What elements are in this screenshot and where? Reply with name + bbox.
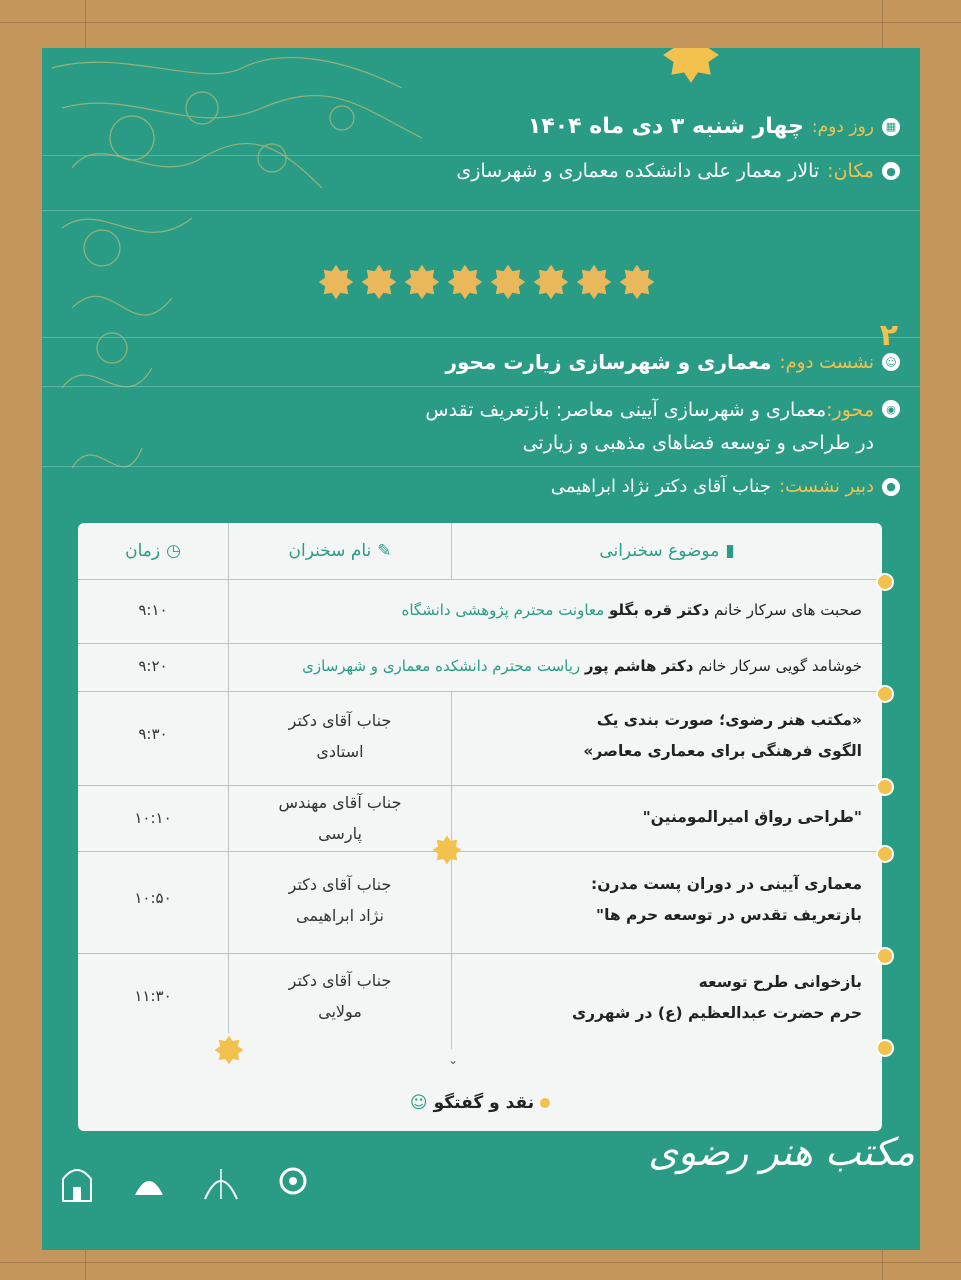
chevron-down-icon: ⌄	[447, 1053, 458, 1067]
bookmark-icon: ▮	[725, 541, 735, 561]
star-ornament	[432, 835, 462, 865]
divider	[42, 210, 920, 211]
day-date: چهار شنبه ۳ دی ماه ۱۴۰۴	[527, 114, 804, 139]
divider	[42, 155, 920, 156]
mosque-logo	[196, 1150, 246, 1205]
pencil-icon: ✎	[377, 541, 392, 561]
star-ornament	[533, 264, 569, 300]
time-cell: ۱۱:۳۰	[134, 987, 172, 1005]
table-row	[78, 643, 882, 692]
secretary-label: دبیر نشست:	[779, 476, 874, 497]
frame-line	[0, 22, 961, 23]
time-cell: ۹:۱۰	[138, 601, 168, 619]
axis-row	[425, 394, 900, 460]
day-label: روز دوم:	[811, 116, 874, 137]
speaker-cell: جناب آقای دکتر مولایی	[288, 971, 392, 1021]
topic-cell: "طراحی رواق امیرالمومنین"	[642, 808, 862, 826]
location-label: مکان:	[827, 160, 874, 182]
topic-cell: «مکتب هنر رضوی؛ صورت بندی یک الگوی فرهنگی برای معماری معاصر»	[583, 711, 862, 760]
schedule-card	[78, 523, 882, 1131]
session-label: نشست دوم:	[779, 351, 874, 373]
speaker-cell: جناب آقای دکتر نژاد ابراهیمی	[288, 875, 392, 925]
timeline-marker	[876, 1039, 894, 1057]
people-icon: ☺	[882, 353, 900, 371]
secretary-value: جناب آقای دکتر نژاد ابراهیمی	[550, 476, 772, 497]
star-ornament	[361, 264, 397, 300]
university-logo	[268, 1150, 318, 1205]
time-cell: ۹:۲۰	[138, 657, 168, 675]
program-panel	[42, 48, 920, 1250]
table-row	[78, 953, 882, 1049]
sponsor-logos	[52, 1150, 318, 1205]
location-pin-icon: ●	[882, 162, 900, 180]
star-ornament	[619, 264, 655, 300]
session-title: معماری و شهرسازی زیارت محور	[445, 350, 772, 374]
eye-icon: ◉	[882, 400, 900, 418]
table-row	[78, 691, 882, 786]
day-row	[528, 114, 900, 139]
secretary-row	[551, 476, 900, 497]
topic-cell: معماری آیینی در دوران پست مدرن: بازتعریف تقدس در توسعه حرم ها"	[591, 875, 862, 924]
frame-line	[0, 1262, 961, 1263]
star-ornament	[576, 264, 612, 300]
column-separator	[451, 523, 452, 579]
star-ornament	[447, 264, 483, 300]
star-ornament	[214, 1035, 244, 1065]
axis-line-1	[425, 394, 874, 427]
people-icon: ☺	[409, 1093, 428, 1113]
time-cell: ۹:۳۰	[138, 725, 168, 743]
time-cell: ۱۰:۵۰	[134, 889, 172, 907]
table-row	[78, 785, 882, 852]
star-ornament	[662, 48, 720, 84]
speaker-cell: جناب آقای دکتر استادی	[288, 711, 392, 761]
location-row	[456, 160, 900, 182]
session-row	[446, 350, 901, 374]
intro-text: صحبت های سرکار خانم دکتر قره بگلو معاونت محترم پژوهشی دانشگاه	[401, 601, 862, 619]
divider	[42, 386, 920, 387]
dome-logo	[124, 1150, 174, 1205]
clock-icon: ◷	[166, 541, 181, 561]
brand-logo: مکتب هنر رضوی	[648, 1130, 915, 1174]
timeline-marker	[876, 845, 894, 863]
time-cell: ۱۰:۱۰	[134, 809, 172, 827]
closing-row	[78, 1093, 882, 1113]
session-number: ۲	[879, 318, 898, 353]
divider	[42, 466, 920, 467]
header-topic: ▮ موضوع سخنرانی	[599, 541, 735, 561]
calendar-icon: ▦	[882, 118, 900, 136]
axis-line-1-text: معماری و شهرسازی آیینی معاصر: بازتعریف تقدس	[425, 399, 827, 421]
user-icon: ●	[882, 478, 900, 496]
location-value: تالار معمار علی دانشکده معماری و شهرسازی	[456, 160, 820, 182]
intro-text: خوشامد گویی سرکار خانم دکتر هاشم پور ریاست محترم دانشکده معماری و شهرسازی	[302, 657, 862, 675]
table-header	[78, 523, 882, 580]
dot-icon	[540, 1098, 550, 1108]
header-speaker: ✎ نام سخنران	[288, 541, 392, 561]
header-time: ◷ زمان	[125, 541, 181, 561]
timeline-marker	[876, 573, 894, 591]
closing-text: نقد و گفتگو	[433, 1093, 535, 1113]
timeline-marker	[876, 685, 894, 703]
star-ornament	[404, 264, 440, 300]
topic-cell: بازخوانی طرح توسعه حرم حضرت عبدالعظیم (ع) در شهرری	[571, 973, 862, 1022]
axis-label: محور:	[826, 399, 874, 421]
table-row	[78, 851, 882, 954]
divider	[42, 337, 920, 338]
star-row	[318, 264, 655, 300]
table-row	[78, 579, 882, 644]
timeline-marker	[876, 778, 894, 796]
star-ornament	[490, 264, 526, 300]
star-ornament	[318, 264, 354, 300]
shrine-logo	[52, 1150, 102, 1205]
timeline-marker	[876, 947, 894, 965]
speaker-cell: جناب آقای مهندس پارسی	[278, 793, 402, 843]
axis-line-2: در طراحی و توسعه فضاهای مذهبی و زیارتی	[522, 432, 874, 454]
